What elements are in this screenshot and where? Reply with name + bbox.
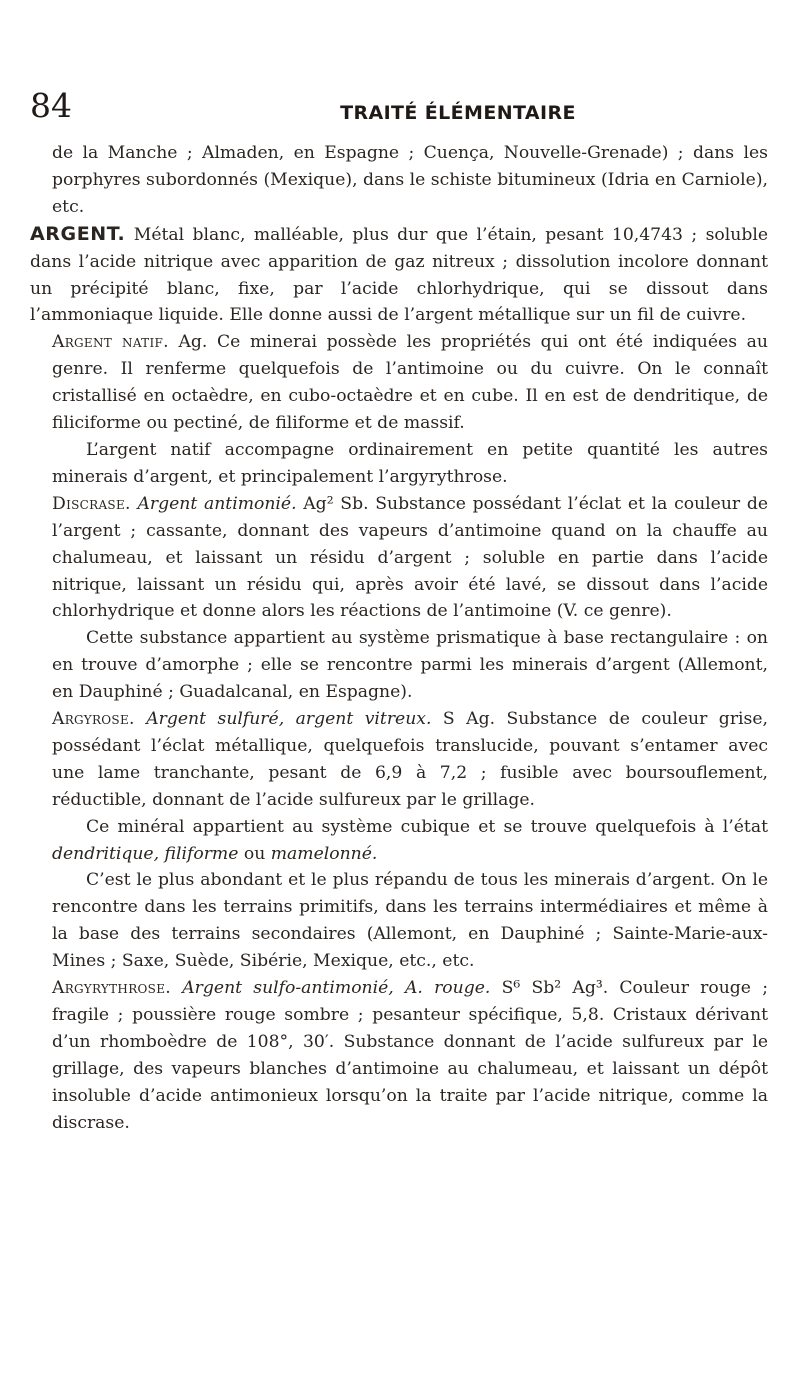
page-body (30, 140, 768, 1137)
paragraph-argent-natif-note: L’argent natif accompagne ordinairement en petite quantité les autres minerais d’argent, et principalement l’argyrythrose. (52, 439, 768, 487)
paragraph-argyrose-occurrence: C’est le plus abondant et le plus répandu de tous les minerais d’argent. On le rencontre dans les terrains primitifs, dans les terrains intermédiaires et même à la base des terrains secondaires (Allemont, en Dauphiné ; Sainte-Marie-aux-Mines ; Saxe, Suède, Sibérie, Mexique, etc., etc. (52, 870, 768, 972)
paragraph-discrase: Discrase. Argent antimonié. Ag² Sb. Substance possédant l’éclat et la couleur de l’argent ; cassante, donnant des vapeurs d’antimoine quand on la chauffe au chalumeau, et laissant un résidu d’argent ; soluble en partie dans l’acide nitrique, laissant un résidu qui, après avoir été lavé, se dissout dans l’acide chlorhydrique et donne alors les réactions de l’antimoine (V. ce genre). (52, 493, 768, 622)
entry-heading-argent: ARGENT. (30, 222, 126, 245)
entry-synonym-argyrythrose: Argent sulfo-antimonié, A. rouge. (171, 978, 491, 999)
paragraph-argent: ARGENT. Métal blanc, malléable, plus dur que l’étain, pesant 10,4743 ; soluble dans l’acide nitrique avec apparition de gaz nitreux ; dissolution incolore donnant un précipité blanc, fixe, par l’acide chlorhydrique, qui se dissout dans l’ammoniaque liquide. Elle donne aussi de l’argent métallique sur un fil de cuivre. (30, 222, 768, 326)
entry-heading-discrase: Discrase. (52, 493, 131, 514)
entry-synonym-discrase: Argent antimonié. (130, 493, 297, 514)
running-title: TRAITÉ ÉLÉMENTAIRE (340, 102, 576, 124)
page-number: 84 (30, 86, 72, 125)
entry-synonym-argyrose: Argent sulfuré, argent vitreux. (134, 709, 432, 730)
page-header (30, 86, 768, 130)
paragraph-argyrose: Argyrose. Argent sulfuré, argent vitreux. S Ag. Substance de couleur grise, possédant l’éclat métallique, quelquefois translucide, pouvant s’entamer avec une lame tranchante, pesant de 6,9 à 7,2 ; fusible avec boursouflement, réductible, donnant de l’acide sulfureux par le grillage. (52, 709, 768, 810)
paragraph-argent-natif: Argent natif. Ag. Ce minerai possède les propriétés qui ont été indiquées au genre. Il renferme quelquefois de l’antimoine ou du cuivre. On le connaît cristallisé en octaèdre, en cubo-octaèdre et en cube. Il en est de dendritique, de filiciforme ou pectiné, de filiforme et de massif. (52, 332, 768, 434)
entry-heading-argyrythrose: Argyrythrose. (52, 978, 172, 999)
paragraph-argyrythrose: Argyrythrose. Argent sulfo-antimonié, A. rouge. S⁶ Sb² Ag³. Couleur rouge ; fragile ; poussière rouge sombre ; pesanteur spécifique, 5,8. Cristaux dérivant d’un rhomboèdre de 108°, 30′. Substance donnant de l’acide sulfureux par le grillage, des vapeurs blanches d’antimoine au chalumeau, et laissant un dépôt insoluble d’acide antimonieux lorsqu’on la traite par l’acide nitrique, comme la discrase. (52, 978, 768, 1133)
paragraph-discrase-note: Cette substance appartient au système prismatique à base rectangulaire : on en trouve d’amorphe ; elle se rencontre parmi les minerais d’argent (Allemont, en Dauphiné ; Guadalcanal, en Espagne). (52, 628, 768, 703)
entry-heading-argent-natif: Argent natif. (52, 332, 169, 353)
paragraph-continuation: de la Manche ; Almaden, en Espagne ; Cuença, Nouvelle-Grenade) ; dans les porphyres subordonnés (Mexique), dans le schiste bitumineux (Idria en Carniole), etc. (52, 143, 768, 217)
entry-heading-argyrose: Argyrose. (52, 709, 135, 730)
paragraph-argyrose-system: Ce minéral appartient au système cubique et se trouve quelquefois à l’état dendritique, filiforme ou mamelonné. (52, 816, 768, 864)
